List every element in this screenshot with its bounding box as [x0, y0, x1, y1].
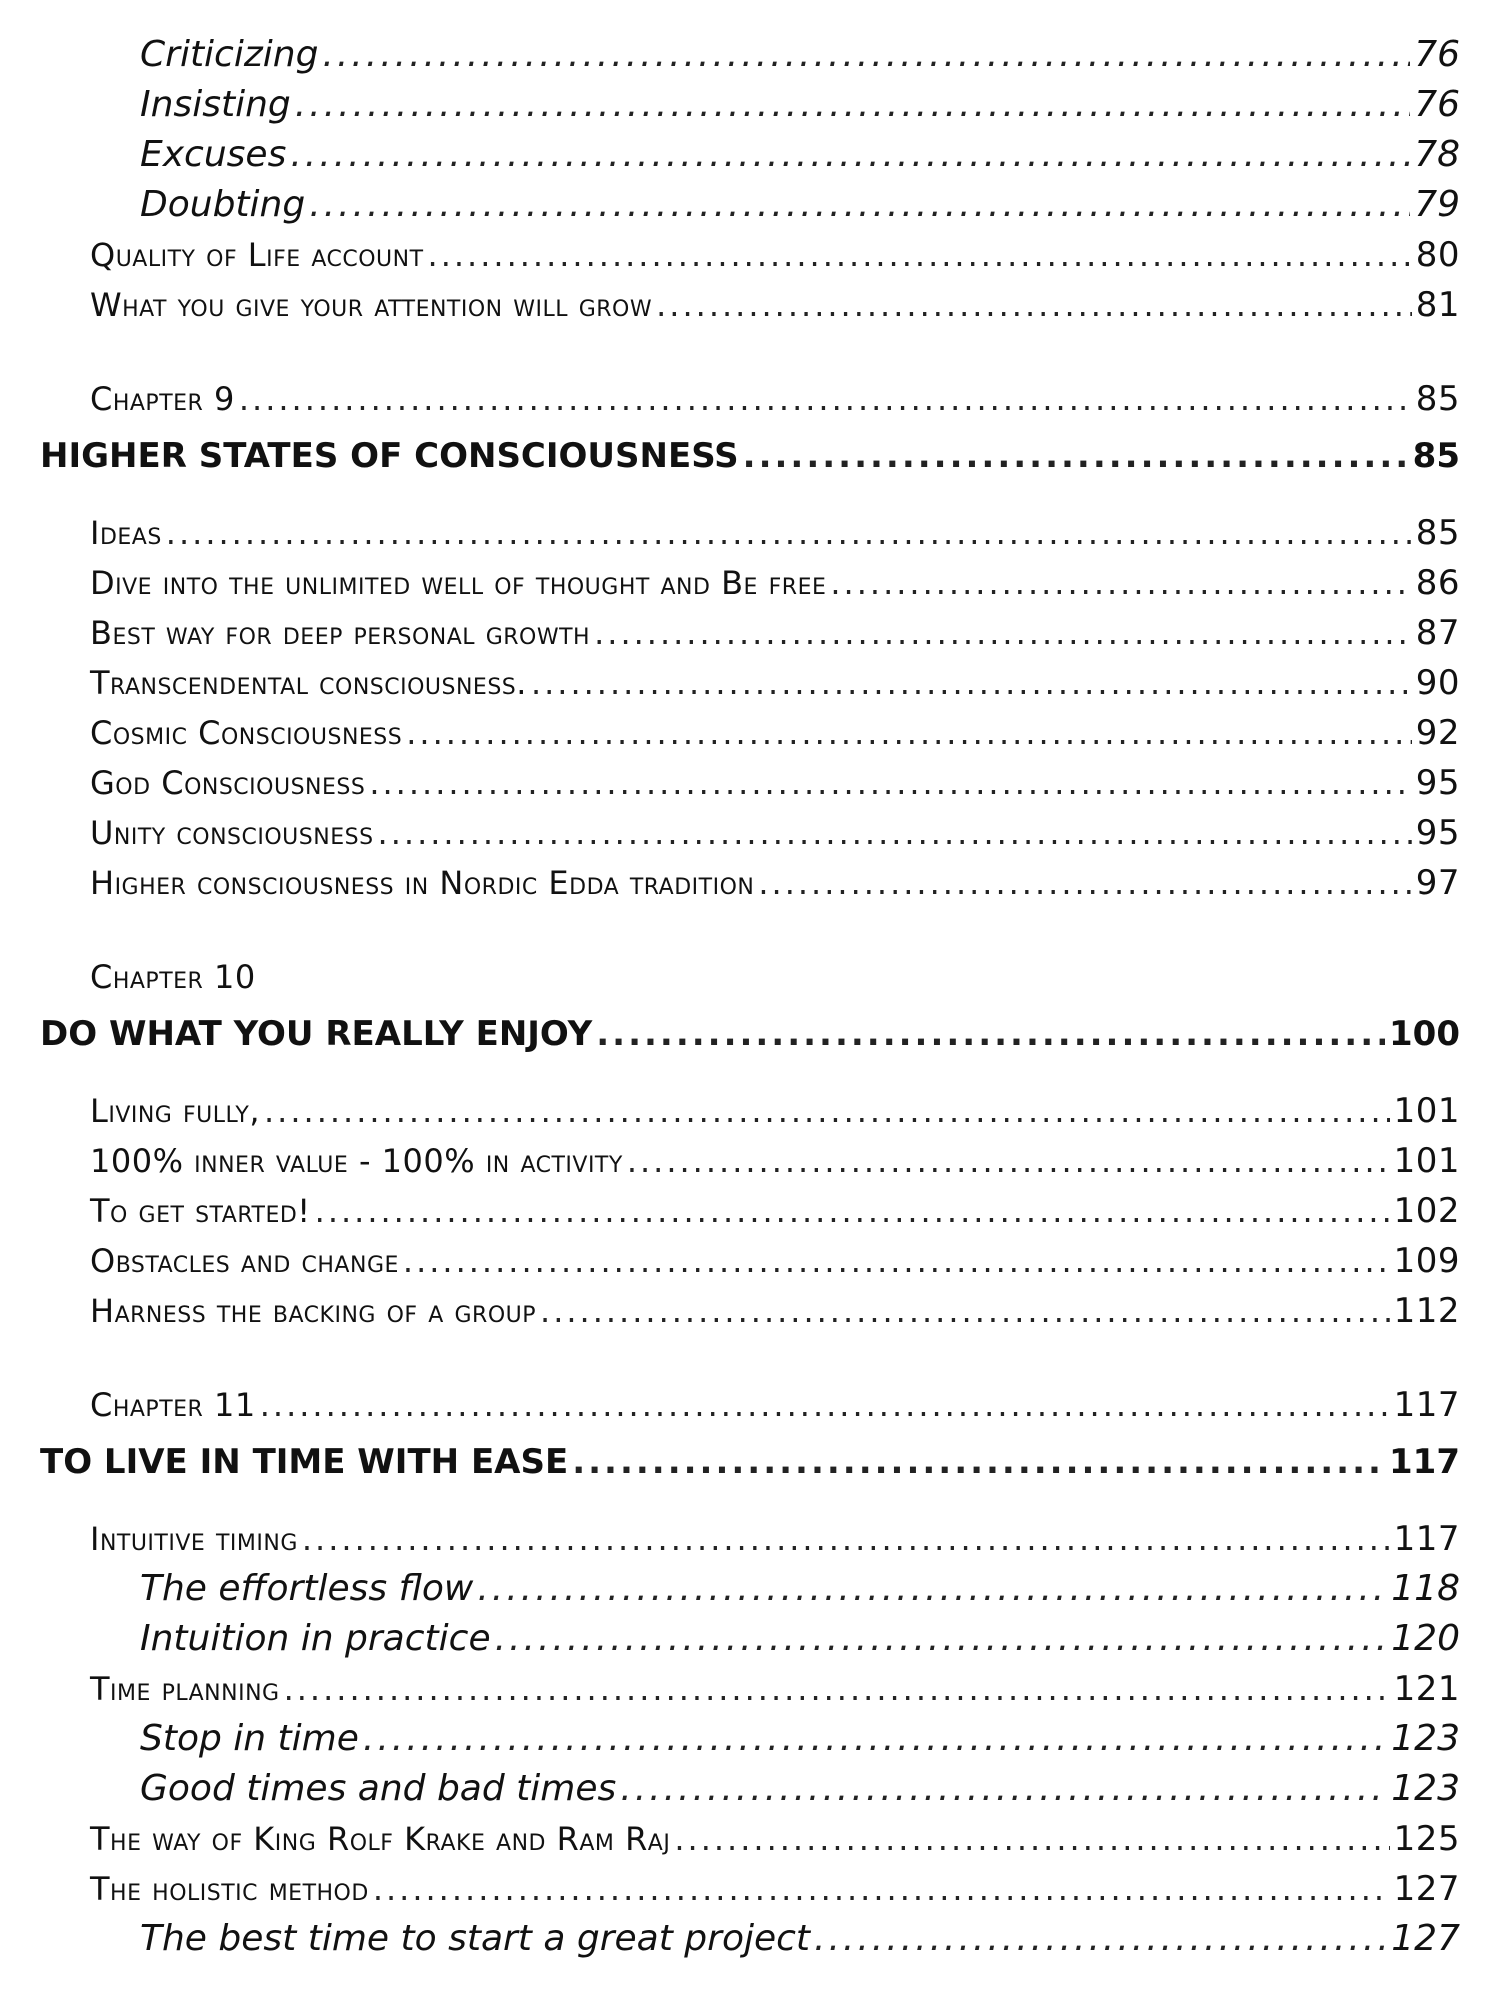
- toc-entry-label: 100% inner value - 100% in activity: [90, 1142, 623, 1180]
- section-spacer: [40, 488, 1460, 508]
- dot-leader: [531, 658, 1412, 708]
- dot-leader: [743, 424, 1409, 488]
- toc-entry-page-number: 127: [1391, 1918, 1460, 1959]
- toc-entry-sec[interactable]: [40, 1236, 1460, 1286]
- toc-entry-label: The effortless flow: [140, 1568, 474, 1609]
- toc-entry-label: Unity consciousness: [90, 814, 374, 852]
- toc-entry-page-number: 87: [1415, 613, 1460, 653]
- toc-entry-label: Doubting: [140, 184, 306, 225]
- toc-entry-label: Best way for deep personal growth: [90, 614, 591, 652]
- dot-leader: [264, 1086, 1390, 1136]
- toc-entry-label: Ideas: [90, 514, 162, 552]
- table-of-contents: [40, 30, 1460, 1964]
- toc-entry-label: Intuition in practice: [140, 1618, 491, 1659]
- toc-entry-label: TO LIVE IN TIME WITH EASE: [40, 1442, 569, 1482]
- dot-leader: [284, 1664, 1390, 1714]
- toc-entry-page-number: 102: [1393, 1191, 1460, 1231]
- toc-entry-label: Stop in time: [140, 1718, 359, 1759]
- toc-entry-label: The best time to start a great project: [140, 1918, 811, 1959]
- toc-entry-label: Chapter 9: [90, 380, 235, 418]
- toc-entry-page-number: 123: [1391, 1718, 1460, 1759]
- toc-entry-sec[interactable]: [40, 758, 1460, 808]
- toc-entry-sec[interactable]: [40, 280, 1460, 330]
- toc-entry-label: Harness the backing of a group: [90, 1292, 537, 1330]
- toc-entry-page-number: 100: [1389, 1014, 1460, 1054]
- section-spacer: [40, 1336, 1460, 1380]
- toc-entry-sec[interactable]: [40, 858, 1460, 908]
- toc-entry-page-number: 86: [1415, 563, 1460, 603]
- dot-leader: [295, 80, 1410, 130]
- toc-entry-page-number: 76: [1414, 34, 1460, 75]
- dot-leader: [369, 758, 1411, 808]
- dot-leader: [594, 608, 1412, 658]
- toc-entry-page-number: 117: [1393, 1385, 1460, 1425]
- toc-entry-page-number: 79: [1414, 184, 1460, 225]
- toc-entry-label: Chapter 11: [90, 1386, 256, 1424]
- dot-leader: [166, 508, 1412, 558]
- section-spacer: [40, 908, 1460, 952]
- toc-entry-page-number: 92: [1415, 713, 1460, 753]
- dot-leader: [758, 858, 1411, 908]
- toc-entry-page-number: 78: [1414, 134, 1460, 175]
- dot-leader: [290, 130, 1410, 180]
- toc-entry-page-number: 81: [1415, 285, 1460, 325]
- toc-entry-label: Intuitive timing: [90, 1520, 298, 1558]
- dot-leader: [322, 30, 1410, 80]
- section-spacer: [40, 330, 1460, 374]
- section-spacer: [40, 1494, 1460, 1514]
- toc-entry-page-number: 125: [1393, 1819, 1460, 1859]
- toc-entry-label: Time planning: [90, 1670, 280, 1708]
- toc-entry-label: Excuses: [140, 134, 287, 175]
- toc-entry-page-number: 101: [1393, 1091, 1460, 1131]
- toc-entry-sub[interactable]: [40, 130, 1460, 180]
- toc-entry-page-number: 90: [1415, 663, 1460, 703]
- dot-leader: [403, 1236, 1390, 1286]
- toc-entry-chap[interactable]: [40, 1380, 1460, 1430]
- toc-entry-sub[interactable]: [40, 1714, 1460, 1764]
- toc-entry-page-number: 117: [1393, 1519, 1460, 1559]
- toc-entry-sub[interactable]: [40, 1564, 1460, 1614]
- toc-entry-page-number: 121: [1393, 1669, 1460, 1709]
- toc-entry-label: Living fully,: [90, 1092, 260, 1130]
- toc-entry-chap[interactable]: [40, 374, 1460, 424]
- toc-entry-sub[interactable]: [40, 180, 1460, 230]
- toc-entry-label: To get started!: [90, 1192, 311, 1230]
- toc-entry-sec[interactable]: [40, 1186, 1460, 1236]
- toc-entry-label: Higher consciousness in Nordic Edda tradition: [90, 864, 755, 902]
- toc-entry-sub[interactable]: [40, 80, 1460, 130]
- toc-entry-label: Insisting: [140, 84, 291, 125]
- toc-entry-sec[interactable]: [40, 608, 1460, 658]
- toc-entry-sec[interactable]: [40, 1286, 1460, 1336]
- toc-entry-label: Chapter 10: [90, 958, 256, 996]
- dot-leader: [315, 1186, 1390, 1236]
- toc-entry-label: God Consciousness: [90, 764, 366, 802]
- toc-entry-sec[interactable]: [40, 708, 1460, 758]
- toc-entry-page-number: 120: [1391, 1618, 1460, 1659]
- toc-entry-label: Obstacles and change: [90, 1242, 399, 1280]
- toc-entry-sec[interactable]: [40, 230, 1460, 280]
- toc-entry-sub[interactable]: [40, 30, 1460, 80]
- toc-entry-label: DO WHAT YOU REALLY ENJOY: [40, 1014, 593, 1054]
- toc-entry-label: Quality of Life account: [90, 236, 424, 274]
- toc-entry-page-number: 97: [1415, 863, 1460, 903]
- toc-entry-sub[interactable]: [40, 1764, 1460, 1814]
- dot-leader: [378, 808, 1412, 858]
- toc-entry-sec[interactable]: [40, 1864, 1460, 1914]
- section-spacer: [40, 1066, 1460, 1086]
- toc-entry-sec[interactable]: [40, 658, 1460, 708]
- toc-entry-chap[interactable]: [40, 952, 1460, 1002]
- toc-entry-page-number: 109: [1393, 1241, 1460, 1281]
- dot-leader: [428, 230, 1412, 280]
- dot-leader: [814, 1914, 1387, 1964]
- toc-entry-page-number: 127: [1393, 1869, 1460, 1909]
- toc-entry-page-number: 101: [1393, 1141, 1460, 1181]
- dot-leader: [656, 280, 1412, 330]
- dot-leader: [309, 180, 1410, 230]
- toc-entry-page-number: 85: [1412, 436, 1460, 476]
- toc-entry-sec[interactable]: [40, 508, 1460, 558]
- toc-entry-label: Criticizing: [140, 34, 319, 75]
- toc-entry-page-number: 118: [1391, 1568, 1460, 1609]
- toc-entry-sec[interactable]: [40, 1814, 1460, 1864]
- toc-entry-label: The way of King Rolf Krake and Ram Raj: [90, 1820, 671, 1858]
- toc-entry-page-number: 85: [1415, 379, 1460, 419]
- toc-entry-sec[interactable]: [40, 1514, 1460, 1564]
- toc-entry-label: Good times and bad times: [140, 1768, 617, 1809]
- toc-entry-page-number: 112: [1393, 1291, 1460, 1331]
- dot-leader: [406, 708, 1412, 758]
- toc-entry-title[interactable]: [40, 1002, 1460, 1066]
- dot-leader: [302, 1514, 1390, 1564]
- toc-entry-page-number: 95: [1415, 763, 1460, 803]
- dot-leader: [260, 1380, 1390, 1430]
- toc-entry-sec[interactable]: [40, 1136, 1460, 1186]
- dot-leader: [627, 1136, 1390, 1186]
- toc-entry-label: HIGHER STATES OF CONSCIOUSNESS: [40, 436, 739, 476]
- toc-entry-page-number: 117: [1389, 1442, 1460, 1482]
- dot-leader: [363, 1714, 1387, 1764]
- toc-entry-label: What you give your attention will grow: [90, 286, 653, 324]
- dot-leader: [674, 1814, 1389, 1864]
- dot-leader: [620, 1764, 1387, 1814]
- toc-entry-sec[interactable]: [40, 558, 1460, 608]
- toc-entry-sec[interactable]: [40, 808, 1460, 858]
- dot-leader: [477, 1564, 1387, 1614]
- toc-entry-page-number: 85: [1415, 513, 1460, 553]
- toc-entry-title[interactable]: [40, 1430, 1460, 1494]
- toc-entry-title[interactable]: [40, 424, 1460, 488]
- toc-entry-label: The holistic method: [90, 1870, 369, 1908]
- dot-leader: [830, 558, 1411, 608]
- toc-entry-page-number: 95: [1415, 813, 1460, 853]
- toc-entry-label: Cosmic Consciousness: [90, 714, 403, 752]
- dot-leader: [239, 374, 1412, 424]
- toc-entry-page-number: 123: [1391, 1768, 1460, 1809]
- dot-leader: [495, 1614, 1388, 1664]
- dot-leader: [540, 1286, 1390, 1336]
- toc-entry-sec[interactable]: [40, 1086, 1460, 1136]
- toc-entry-sub[interactable]: [40, 1914, 1460, 1964]
- dot-leader: [572, 1430, 1385, 1494]
- toc-entry-page-number: 80: [1415, 235, 1460, 275]
- dot-leader: [596, 1002, 1385, 1066]
- dot-leader: [373, 1864, 1390, 1914]
- toc-entry-sub[interactable]: [40, 1614, 1460, 1664]
- toc-entry-label: Dive into the unlimited well of thought and Be free: [90, 564, 827, 602]
- toc-entry-sec[interactable]: [40, 1664, 1460, 1714]
- toc-entry-page-number: 76: [1414, 84, 1460, 125]
- toc-entry-label: Transcendental consciousness.: [90, 664, 527, 702]
